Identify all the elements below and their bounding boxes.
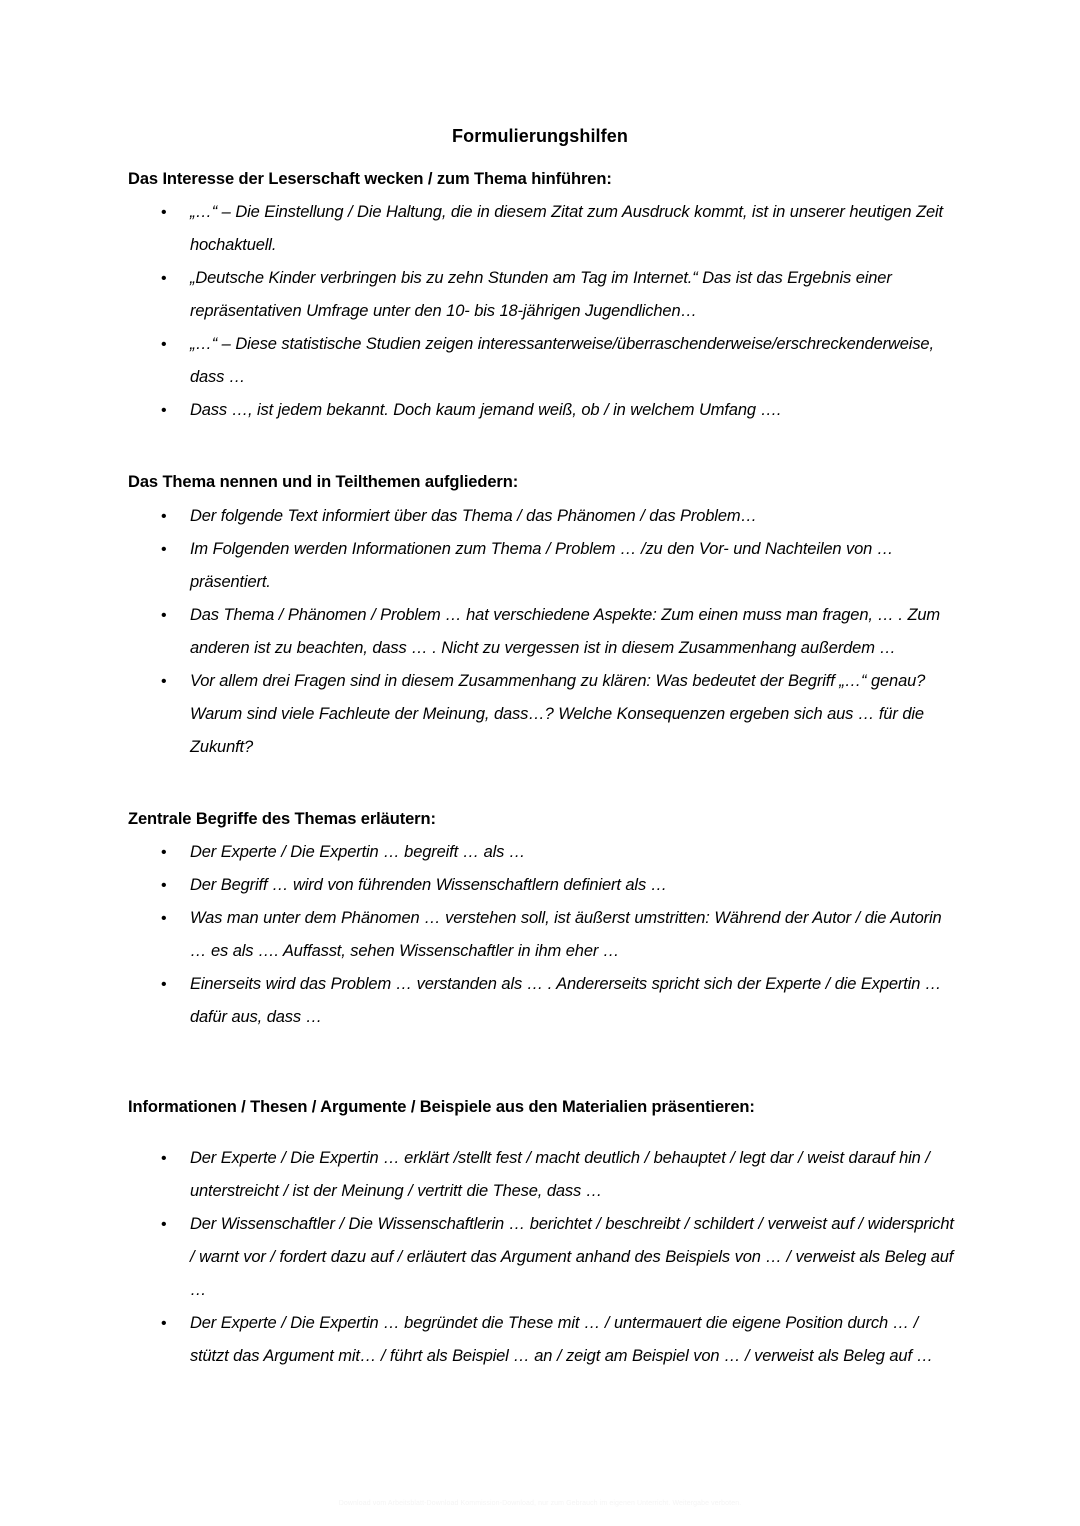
list-item (128, 533, 960, 599)
list-item (128, 196, 960, 262)
list-item-text: „Deutsche Kinder verbringen bis zu zehn Stunden am Tag im Internet.“ Das ist das Ergebnis einer repräsentativen Umfrage unter den 10- bis 18-jährigen Jugendlichen… (190, 269, 892, 321)
list-item-text: Einerseits wird das Problem … verstanden als … . Andererseits spricht sich der Experte / die Expertin … dafür aus, dass … (190, 974, 942, 1026)
document-body (128, 168, 960, 1373)
page-title: Formulierungshilfen (452, 126, 628, 146)
list-item (128, 902, 960, 968)
list-item (128, 262, 960, 328)
list-item (128, 836, 960, 869)
footer-watermark: Download vom Arbeitsblatt-Download Kommission-Download, nur zum Gebrauch im eigenen Unterricht. Weitergabe verboten. (338, 1500, 742, 1507)
section-spacer (128, 1034, 960, 1096)
list-item-text: „…“ – Diese statistische Studien zeigen interessanterweise/überraschenderweise/erschreckenderweise, dass … (190, 335, 934, 387)
bullet-point-icon: • (161, 204, 167, 222)
list-item-text: Der Wissenschaftler / Die Wissenschaftlerin … berichtet / beschreibt / schildert / verweist auf / widerspricht / warnt vor / fordert dazu auf / erläutert das Argument anhand des Beispiels von … / verweist als Beleg auf … (190, 1215, 954, 1300)
bullet-point-icon: • (161, 876, 167, 894)
bullet-point-icon: • (161, 402, 167, 420)
section-heading: Das Thema nennen und in Teilthemen aufgliedern: (128, 473, 519, 492)
section-heading: Das Interesse der Leserschaft wecken / zum Thema hinführen: (128, 170, 612, 188)
list-item-text: Vor allem drei Fragen sind in diesem Zusammenhang zu klären: Was bedeutet der Begriff „…“ genau? Warum sind viele Fachleute der Meinung, dass…? Welche Konsequenzen ergeben sich aus … für die Zukunft? (190, 671, 926, 756)
bullet-point-icon: • (161, 975, 167, 993)
list-item-text: Der Experte / Die Expertin … begreift … als … (190, 842, 526, 861)
bullet-list (128, 836, 960, 1034)
list-item (128, 500, 960, 533)
list-item-text: Was man unter dem Phänomen … verstehen soll, ist äußerst umstritten: Während der Autor / die Autorin … es als …. Auffasst, sehen Wissenschaftler in ihm eher … (190, 908, 942, 960)
list-item-text: „…“ – Die Einstellung / Die Haltung, die in diesem Zitat zum Ausdruck kommt, ist in unserer heutigen Zeit hochaktuell. (190, 203, 943, 255)
section-heading: Informationen / Thesen / Argumente / Beispiele aus den Materialien präsentieren: (128, 1097, 755, 1116)
bullet-list (128, 196, 960, 427)
bullet-point-icon: • (161, 606, 167, 624)
bullet-point-icon: • (161, 909, 167, 927)
bullet-point-icon: • (161, 336, 167, 354)
bullet-point-icon: • (161, 1315, 167, 1333)
section (128, 808, 960, 1034)
heading-spacer (128, 1124, 960, 1142)
bullet-point-icon: • (161, 270, 167, 288)
bullet-point-icon: • (161, 1150, 167, 1168)
list-item-text: Dass …, ist jedem bekannt. Doch kaum jemand weiß, ob / in welchem Umfang …. (190, 401, 782, 420)
section (128, 1096, 960, 1373)
bullet-point-icon: • (161, 672, 167, 690)
list-item (128, 394, 960, 427)
list-item-text: Im Folgenden werden Informationen zum Thema / Problem … /zu den Vor- und Nachteilen von … präsentiert. (190, 539, 894, 591)
section-spacer (128, 764, 960, 808)
list-item (128, 968, 960, 1034)
bullet-point-icon: • (161, 843, 167, 861)
list-item-text: Der Experte / Die Expertin … erklärt /stellt fest / macht deutlich / behauptet / legt dar / weist darauf hin / unterstreicht / ist der Meinung / vertritt die These, dass … (190, 1149, 930, 1201)
list-item (128, 665, 960, 764)
list-item (128, 599, 960, 665)
list-item-text: Der folgende Text informiert über das Thema / das Phänomen / das Problem… (190, 506, 757, 525)
list-item-text: Der Begriff … wird von führenden Wissenschaftlern definiert als … (190, 875, 668, 894)
bullet-point-icon: • (161, 507, 167, 525)
bullet-point-icon: • (161, 1216, 167, 1234)
bullet-list (128, 500, 960, 764)
section-spacer (128, 427, 960, 471)
bullet-list (128, 1142, 960, 1373)
section-heading: Zentrale Begriffe des Themas erläutern: (128, 809, 436, 828)
list-item (128, 1307, 960, 1373)
section (128, 168, 960, 427)
list-item-text: Der Experte / Die Expertin … begründet die These mit … / untermauert die eigene Position durch … / stützt das Argument mit… / führt als Beispiel … an / zeigt am Beispiel von … / verweist als Beleg auf … (190, 1314, 933, 1366)
list-item (128, 328, 960, 394)
bullet-point-icon: • (161, 540, 167, 558)
list-item (128, 869, 960, 902)
list-item-text: Das Thema / Phänomen / Problem … hat verschiedene Aspekte: Zum einen muss man fragen, … . Zum anderen ist zu beachten, dass … . Nicht zu vergessen ist in diesem Zusammenhang außerdem … (190, 605, 941, 657)
list-item (128, 1142, 960, 1208)
list-item (128, 1208, 960, 1307)
section (128, 471, 960, 763)
